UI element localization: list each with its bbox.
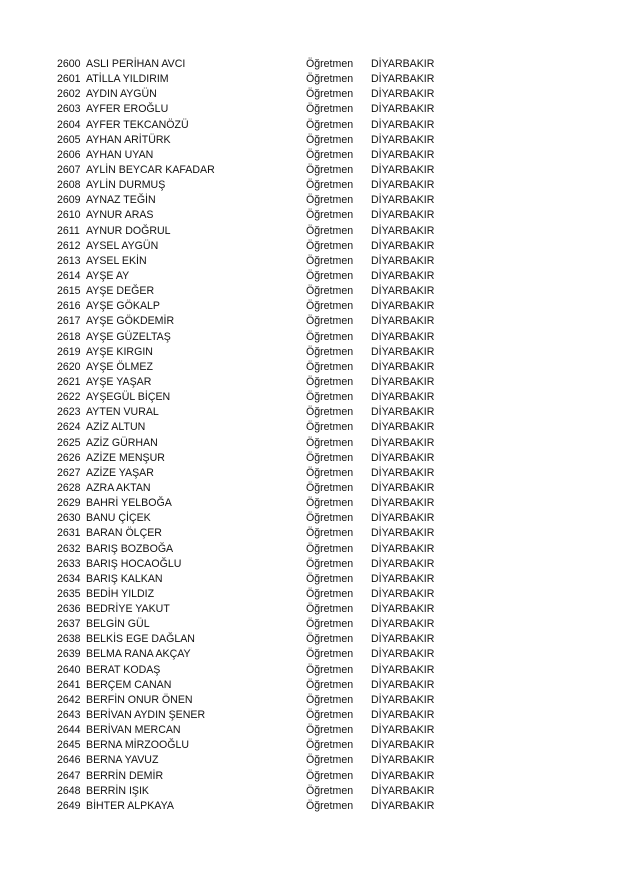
row-number: 2628 [57, 481, 81, 494]
city-label: DİYARBAKIR [371, 375, 435, 388]
row-number: 2619 [57, 345, 81, 358]
role-label: Öğretmen [306, 618, 354, 631]
list-row [57, 133, 457, 148]
list-row [57, 647, 457, 662]
role-label: Öğretmen [306, 603, 354, 616]
list-row [57, 799, 457, 814]
row-number: 2604 [57, 118, 81, 131]
row-number: 2635 [57, 587, 81, 600]
row-number: 2625 [57, 436, 81, 449]
role-label: Öğretmen [306, 360, 354, 373]
row-number: 2616 [57, 300, 81, 313]
city-label: DİYARBAKIR [371, 527, 435, 540]
list-row [57, 284, 457, 299]
person-name: AYNAZ TEĞİN [86, 194, 156, 207]
person-name: ASLI PERİHAN AVCI [86, 58, 186, 70]
role-label: Öğretmen [306, 103, 354, 116]
city-label: DİYARBAKIR [371, 58, 435, 70]
role-label: Öğretmen [306, 633, 354, 646]
role-label: Öğretmen [306, 739, 354, 752]
person-name: BEDİH YILDIZ [86, 587, 155, 600]
person-name: AYSEL AYGÜN [86, 239, 159, 252]
list-row [57, 314, 457, 329]
row-number: 2636 [57, 603, 81, 616]
city-label: DİYARBAKIR [371, 466, 435, 479]
city-label: DİYARBAKIR [371, 739, 435, 752]
person-name: BİHTER ALPKAYA [86, 799, 174, 812]
role-label: Öğretmen [306, 148, 354, 161]
role-label: Öğretmen [306, 724, 354, 737]
role-label: Öğretmen [306, 466, 354, 479]
row-number: 2611 [57, 224, 80, 237]
person-name: BARIŞ BOZBOĞA [86, 542, 174, 555]
person-name: BERAT KODAŞ [86, 663, 161, 676]
role-label: Öğretmen [306, 239, 354, 252]
row-number: 2623 [57, 406, 81, 419]
role-label: Öğretmen [306, 451, 354, 464]
city-label: DİYARBAKIR [371, 633, 435, 646]
list-row [57, 632, 457, 647]
city-label: DİYARBAKIR [371, 345, 435, 358]
person-name: AZİZ GÜRHAN [86, 436, 158, 449]
list-row [57, 224, 457, 239]
row-number: 2617 [57, 315, 81, 328]
city-label: DİYARBAKIR [371, 315, 435, 328]
role-label: Öğretmen [306, 436, 354, 449]
person-name: AYNUR ARAS [86, 209, 154, 222]
row-number: 2606 [57, 148, 81, 161]
row-number: 2612 [57, 239, 81, 252]
list-row [57, 784, 457, 799]
list-row [57, 511, 457, 526]
list-row [57, 708, 457, 723]
row-number: 2630 [57, 512, 81, 525]
city-label: DİYARBAKIR [371, 285, 435, 298]
row-number: 2641 [57, 678, 81, 691]
city-label: DİYARBAKIR [371, 224, 435, 237]
city-label: DİYARBAKIR [371, 557, 435, 570]
row-number: 2647 [57, 769, 81, 782]
city-label: DİYARBAKIR [371, 451, 435, 464]
row-number: 2642 [57, 693, 81, 706]
row-number: 2648 [57, 784, 81, 797]
person-name: BEDRİYE YAKUT [86, 603, 170, 616]
row-number: 2644 [57, 724, 81, 737]
city-label: DİYARBAKIR [371, 330, 435, 343]
list-row [57, 178, 457, 193]
list-row [57, 481, 457, 496]
list-row [57, 254, 457, 269]
person-name: AZİZ ALTUN [86, 421, 146, 434]
city-label: DİYARBAKIR [371, 603, 435, 616]
person-name: AYŞE GÜZELTAŞ [86, 330, 171, 343]
role-label: Öğretmen [306, 224, 354, 237]
city-label: DİYARBAKIR [371, 572, 435, 585]
list-row [57, 163, 457, 178]
row-number: 2614 [57, 269, 81, 282]
list-row [57, 420, 457, 435]
list-row [57, 405, 457, 420]
city-label: DİYARBAKIR [371, 436, 435, 449]
row-number: 2627 [57, 466, 81, 479]
role-label: Öğretmen [306, 542, 354, 555]
role-label: Öğretmen [306, 497, 354, 510]
person-name: BERNA YAVUZ [86, 754, 159, 767]
person-name: ATİLLA YILDIRIM [86, 73, 169, 86]
person-name: AYŞE GÖKALP [86, 300, 160, 313]
row-number: 2621 [57, 375, 81, 388]
role-label: Öğretmen [306, 209, 354, 222]
role-label: Öğretmen [306, 285, 354, 298]
city-label: DİYARBAKIR [371, 391, 435, 404]
row-number: 2646 [57, 754, 81, 767]
person-name: AZRA AKTAN [86, 481, 151, 494]
role-label: Öğretmen [306, 648, 354, 661]
city-label: DİYARBAKIR [371, 587, 435, 600]
row-number: 2634 [57, 572, 81, 585]
city-label: DİYARBAKIR [371, 163, 435, 176]
person-name: AYHAN ARİTÜRK [86, 133, 171, 146]
list-row [57, 663, 457, 678]
teacher-list [57, 57, 457, 814]
row-number: 2645 [57, 739, 81, 752]
city-label: DİYARBAKIR [371, 799, 435, 812]
role-label: Öğretmen [306, 693, 354, 706]
list-row [57, 769, 457, 784]
city-label: DİYARBAKIR [371, 103, 435, 116]
list-row [57, 193, 457, 208]
role-label: Öğretmen [306, 709, 354, 722]
person-name: AYŞE KIRGIN [86, 345, 153, 358]
role-label: Öğretmen [306, 375, 354, 388]
role-label: Öğretmen [306, 345, 354, 358]
person-name: BERİVAN MERCAN [86, 724, 181, 737]
city-label: DİYARBAKIR [371, 769, 435, 782]
row-number: 2637 [57, 618, 81, 631]
person-name: AYFER TEKCANÖZÜ [86, 118, 189, 131]
row-number: 2605 [57, 133, 81, 146]
list-row [57, 299, 457, 314]
row-number: 2632 [57, 542, 81, 555]
row-number: 2603 [57, 103, 81, 116]
list-row [57, 466, 457, 481]
person-name: BERFİN ONUR ÖNEN [86, 693, 193, 706]
role-label: Öğretmen [306, 527, 354, 540]
list-row [57, 375, 457, 390]
person-name: AZİZE YAŞAR [86, 466, 154, 479]
list-row [57, 542, 457, 557]
city-label: DİYARBAKIR [371, 497, 435, 510]
person-name: AYŞEGÜL BİÇEN [86, 391, 171, 404]
person-name: BANU ÇİÇEK [86, 512, 151, 525]
row-number: 2626 [57, 451, 81, 464]
person-name: BELMA RANA AKÇAY [86, 648, 191, 661]
row-number: 2624 [57, 421, 81, 434]
person-name: BARIŞ KALKAN [86, 572, 163, 585]
row-number: 2609 [57, 194, 81, 207]
person-name: AYTEN VURAL [86, 406, 159, 419]
role-label: Öğretmen [306, 421, 354, 434]
role-label: Öğretmen [306, 163, 354, 176]
person-name: BERÇEM CANAN [86, 678, 172, 691]
list-row [57, 557, 457, 572]
role-label: Öğretmen [306, 194, 354, 207]
city-label: DİYARBAKIR [371, 618, 435, 631]
role-label: Öğretmen [306, 133, 354, 146]
city-label: DİYARBAKIR [371, 421, 435, 434]
city-label: DİYARBAKIR [371, 254, 435, 267]
city-label: DİYARBAKIR [371, 693, 435, 706]
list-row [57, 345, 457, 360]
role-label: Öğretmen [306, 391, 354, 404]
person-name: AYLİN BEYCAR KAFADAR [86, 163, 215, 176]
list-row [57, 269, 457, 284]
role-label: Öğretmen [306, 58, 354, 70]
role-label: Öğretmen [306, 269, 354, 282]
row-number: 2638 [57, 633, 81, 646]
city-label: DİYARBAKIR [371, 406, 435, 419]
list-row [57, 102, 457, 117]
city-label: DİYARBAKIR [371, 239, 435, 252]
row-number: 2640 [57, 663, 81, 676]
row-number: 2602 [57, 88, 81, 101]
row-number: 2620 [57, 360, 81, 373]
row-number: 2601 [57, 73, 81, 86]
person-name: AYŞE ÖLMEZ [86, 360, 153, 373]
person-name: AYLİN DURMUŞ [86, 179, 166, 192]
row-number: 2608 [57, 179, 81, 192]
list-row [57, 208, 457, 223]
city-label: DİYARBAKIR [371, 194, 435, 207]
list-row [57, 526, 457, 541]
role-label: Öğretmen [306, 663, 354, 676]
list-row [57, 72, 457, 87]
list-row [57, 87, 457, 102]
row-number: 2629 [57, 497, 81, 510]
list-row [57, 678, 457, 693]
row-number: 2633 [57, 557, 81, 570]
list-row [57, 572, 457, 587]
role-label: Öğretmen [306, 572, 354, 585]
person-name: BERİVAN AYDIN ŞENER [86, 709, 206, 722]
person-name: AYHAN UYAN [86, 148, 154, 161]
role-label: Öğretmen [306, 315, 354, 328]
list-row [57, 57, 457, 72]
row-number: 2643 [57, 709, 81, 722]
list-row [57, 390, 457, 405]
role-label: Öğretmen [306, 587, 354, 600]
list-row [57, 617, 457, 632]
role-label: Öğretmen [306, 754, 354, 767]
city-label: DİYARBAKIR [371, 678, 435, 691]
list-row [57, 330, 457, 345]
role-label: Öğretmen [306, 300, 354, 313]
row-number: 2618 [57, 330, 81, 343]
city-label: DİYARBAKIR [371, 73, 435, 86]
role-label: Öğretmen [306, 118, 354, 131]
list-row [57, 436, 457, 451]
role-label: Öğretmen [306, 406, 354, 419]
list-row [57, 723, 457, 738]
list-row [57, 118, 457, 133]
role-label: Öğretmen [306, 557, 354, 570]
list-row [57, 148, 457, 163]
person-name: AZİZE MENŞUR [86, 451, 165, 464]
list-row [57, 602, 457, 617]
role-label: Öğretmen [306, 678, 354, 691]
list-row [57, 496, 457, 511]
person-name: BELGİN GÜL [86, 618, 150, 631]
row-number: 2615 [57, 285, 81, 298]
city-label: DİYARBAKIR [371, 784, 435, 797]
city-label: DİYARBAKIR [371, 269, 435, 282]
role-label: Öğretmen [306, 88, 354, 101]
person-name: BERRİN DEMİR [86, 769, 164, 782]
role-label: Öğretmen [306, 330, 354, 343]
list-row [57, 360, 457, 375]
person-name: BERNA MİRZOOĞLU [86, 739, 190, 752]
role-label: Öğretmen [306, 73, 354, 86]
city-label: DİYARBAKIR [371, 179, 435, 192]
role-label: Öğretmen [306, 512, 354, 525]
row-number: 2600 [57, 58, 81, 70]
list-row [57, 587, 457, 602]
city-label: DİYARBAKIR [371, 148, 435, 161]
row-number: 2639 [57, 648, 81, 661]
city-label: DİYARBAKIR [371, 209, 435, 222]
person-name: BAHRİ YELBOĞA [86, 497, 172, 510]
person-name: AYŞE DEĞER [86, 285, 155, 298]
person-name: AYŞE YAŞAR [86, 375, 152, 388]
list-row [57, 753, 457, 768]
list-row [57, 239, 457, 254]
person-name: BERRİN IŞIK [86, 784, 149, 797]
role-label: Öğretmen [306, 769, 354, 782]
role-label: Öğretmen [306, 179, 354, 192]
role-label: Öğretmen [306, 254, 354, 267]
city-label: DİYARBAKIR [371, 300, 435, 313]
row-number: 2613 [57, 254, 81, 267]
list-row [57, 451, 457, 466]
city-label: DİYARBAKIR [371, 133, 435, 146]
city-label: DİYARBAKIR [371, 88, 435, 101]
city-label: DİYARBAKIR [371, 663, 435, 676]
city-label: DİYARBAKIR [371, 754, 435, 767]
row-number: 2631 [57, 527, 81, 540]
person-name: AYDIN AYGÜN [86, 88, 157, 101]
row-number: 2610 [57, 209, 81, 222]
person-name: BELKİS EGE DAĞLAN [86, 633, 195, 646]
city-label: DİYARBAKIR [371, 542, 435, 555]
city-label: DİYARBAKIR [371, 360, 435, 373]
city-label: DİYARBAKIR [371, 648, 435, 661]
city-label: DİYARBAKIR [371, 709, 435, 722]
row-number: 2649 [57, 799, 81, 812]
city-label: DİYARBAKIR [371, 724, 435, 737]
city-label: DİYARBAKIR [371, 512, 435, 525]
person-name: AYNUR DOĞRUL [86, 224, 171, 237]
person-name: AYSEL EKİN [86, 254, 147, 267]
list-row [57, 738, 457, 753]
city-label: DİYARBAKIR [371, 118, 435, 131]
role-label: Öğretmen [306, 799, 354, 812]
role-label: Öğretmen [306, 784, 354, 797]
person-name: BARIŞ HOCAOĞLU [86, 557, 182, 570]
person-name: AYFER EROĞLU [86, 103, 169, 116]
row-number: 2607 [57, 163, 81, 176]
person-name: BARAN ÖLÇER [86, 527, 162, 540]
list-row [57, 693, 457, 708]
person-name: AYŞE GÖKDEMİR [86, 315, 175, 328]
city-label: DİYARBAKIR [371, 481, 435, 494]
person-name: AYŞE AY [86, 269, 130, 282]
row-number: 2622 [57, 391, 81, 404]
role-label: Öğretmen [306, 481, 354, 494]
